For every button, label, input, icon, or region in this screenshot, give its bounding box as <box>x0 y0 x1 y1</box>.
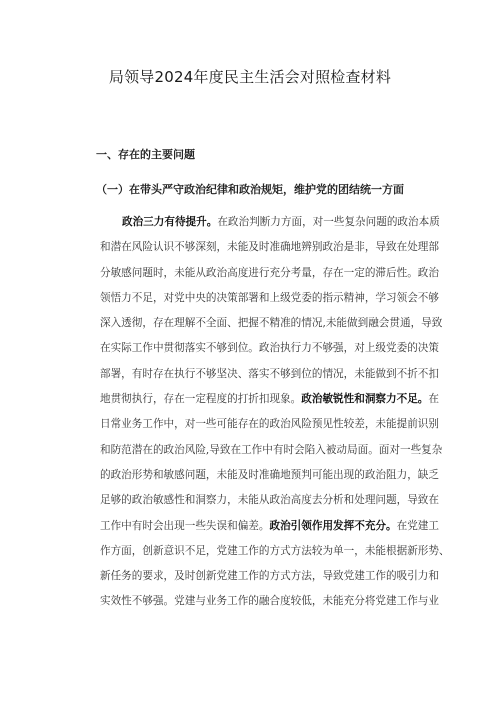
text-run: 分敏感问题时，未能从政治高度进行充分考量，存在一定的滞后性。政治 <box>100 266 439 279</box>
text-run: 深入透彻，存在理解不全面、把握不精准的情况,未能做到融会贯通，导致 <box>100 317 443 330</box>
paragraph-line <box>100 210 440 235</box>
text-run: 工作中有时会出现一些失误和偏差。 <box>100 519 270 532</box>
paragraph-line <box>100 311 443 336</box>
text-run: 的政治形势和敏感问题，未能及时准确地预判可能出现的政治阻力，缺乏 <box>100 468 439 481</box>
text-run: 部署，有时存在执行不够坚决、落实不够到位的情况，未能做到不折不扣 <box>100 367 439 380</box>
text-run: 和潜在风险认识不够深刻，未能及时准确地辨别政治是非，导致在处理部 <box>100 241 439 254</box>
bold-run: 政治三力有待提升。 <box>122 216 218 228</box>
text-run: 在 <box>428 393 439 406</box>
text-run: 实效性不够强。党建与业务工作的融合度较低，未能充分将党建工作与业 <box>100 595 439 608</box>
text-run: 作方面，创新意识不足，党建工作的方式方法较为单一，未能根据新形势、 <box>100 544 450 557</box>
paragraph-line <box>100 336 439 361</box>
bold-run: 政治引领作用发挥不充分。 <box>269 519 397 532</box>
paragraph-line <box>100 589 439 614</box>
paragraph-line <box>100 438 443 463</box>
paragraph-line <box>100 261 439 286</box>
paragraph-line <box>100 362 439 387</box>
subsection-heading: （一）在带头严守政治纪律和政治规矩，维护党的团结统一方面 <box>96 183 404 196</box>
paragraph-line <box>100 286 439 311</box>
text-run: 日常业务工作中，对一些可能存在的政治风险预见性较差，未能提前识别 <box>100 418 439 431</box>
text-run: 新任务的要求，及时创新党建工作的方式方法，导致党建工作的吸引力和 <box>100 570 439 583</box>
document-title: 局领导2024年度民主生活会对照检查材料 <box>108 68 392 86</box>
text-run: 在实际工作中贯彻落实不够到位。政治执行力不够强，对上级党委的决策 <box>100 342 439 355</box>
section-heading: 一、存在的主要问题 <box>96 148 195 161</box>
paragraph-line <box>100 488 439 513</box>
text-run: 和防范潜在的政治风险,导致在工作中有时会陷入被动局面。面对一些复杂 <box>100 443 443 456</box>
paragraph-line <box>100 387 439 412</box>
paragraph-line <box>100 564 439 589</box>
text-run: 地贯彻执行，存在一定程度的打折扣现象。 <box>100 393 302 406</box>
paragraph-line <box>100 412 439 437</box>
text-run: 足够的政治敏感性和洞察力，未能从政治高度去分析和处理问题，导致在 <box>100 494 439 507</box>
paragraph-line <box>100 514 439 539</box>
text-run: 在党建工 <box>396 519 439 532</box>
paragraph-line <box>100 539 450 564</box>
body-text <box>100 210 450 615</box>
paragraph-line <box>100 235 439 260</box>
text-run: 在政治判断力方面，对一些复杂问题的政治本质 <box>217 216 440 228</box>
text-run: 领悟力不足，对党中央的决策部署和上级党委的指示精神，学习领会不够 <box>100 291 439 304</box>
bold-run: 政治敏锐性和洞察力不足。 <box>301 393 429 406</box>
paragraph-line <box>100 463 439 488</box>
